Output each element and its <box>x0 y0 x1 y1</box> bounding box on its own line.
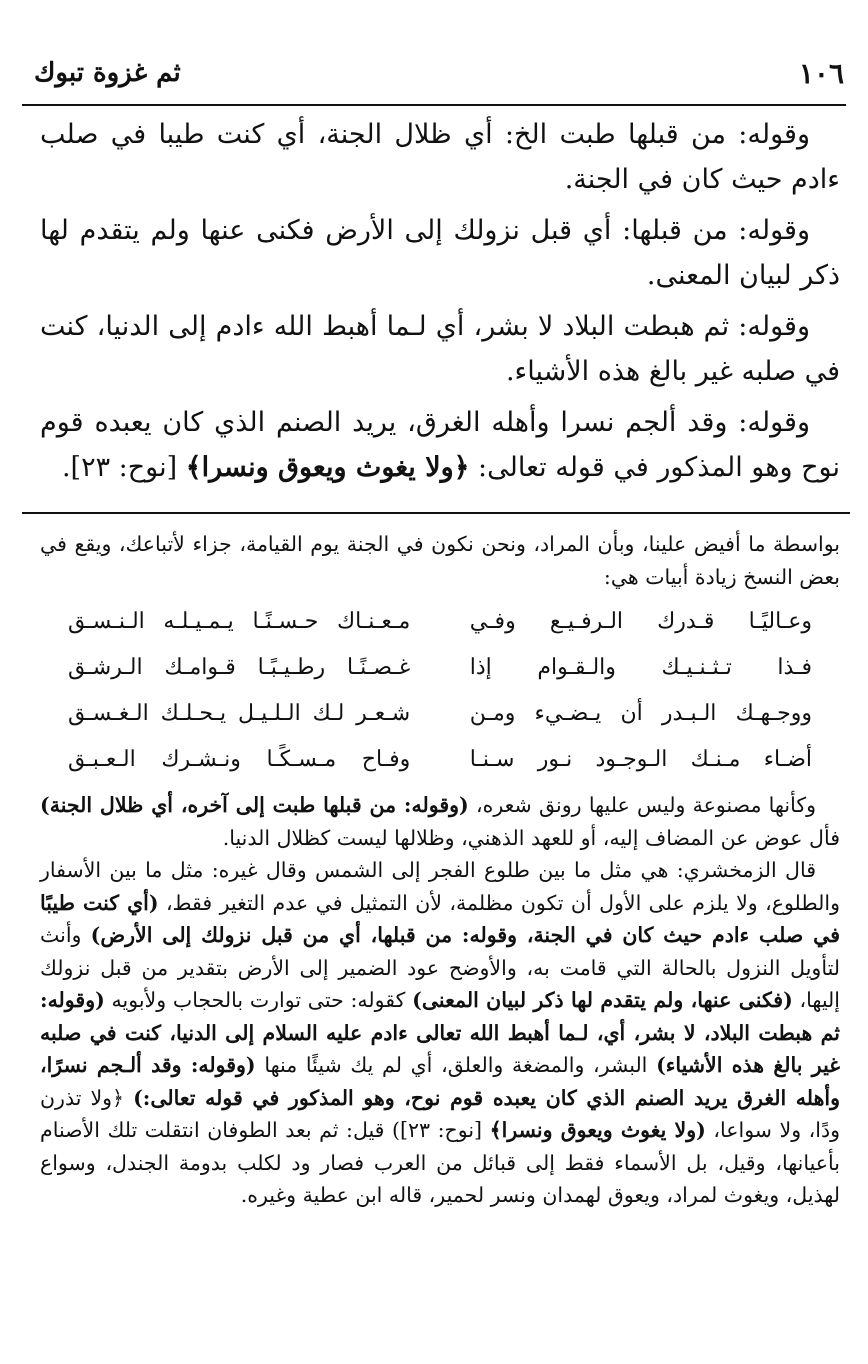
commentary-text: قال الزمخشري: هي مثل ما بين طلوع الفجر إلى الشمس وقال غيره: مثل ما بين الأسفار والطلوع، ولا يلزم على الأول أن تكون مظلمة، لأن التمثيل في عدم التغير فقط، <box>40 858 840 915</box>
commentary-quote: (فكنى عنها، ولم يتقدم لها ذكر لبيان المعنى) <box>412 988 793 1012</box>
poem-hemistich-right: ووجـهـك الـبـدر أن يـضـيء ومـن <box>469 700 812 726</box>
commentary-quote: (وقوله: وقد ألـجم نسرًا، وأهله الغرق يريد الصنم الذي كان يعبده قوم نوح، وهو المذكور في قوله تعالى:) <box>40 1053 840 1110</box>
commentary-reference: [نوح: ٢٣] <box>400 1118 490 1142</box>
commentary-text: ﴿ولا تذرن ودًا، ولا سواعا، <box>40 1085 841 1142</box>
poem-hemistich-left: مـعـنـاك حـسـنًـا يـمـيـلـه الـنـسـق <box>68 608 411 634</box>
poem <box>68 599 812 783</box>
poem-line <box>68 691 812 737</box>
main-paragraph-3 <box>40 304 840 394</box>
poem-line <box>68 737 812 783</box>
poem-hemistich-right: أضـاء مـنـك الـوجـود نـور سـنـا <box>469 746 812 772</box>
main-paragraph-1 <box>40 112 840 202</box>
poem-hemistich-right: وعـاليًـا قـدرك الـرفـيـع وفـي <box>469 608 812 634</box>
commentary-intro: بواسطة ما أفيض علينا، وبأن المراد، ونحن نكون في الجنة يوم القيامة، جزاء لأتباعك، ويقع في بعض النسخ زيادة أبيات هي: <box>40 532 840 589</box>
page-number: ١٠٦ <box>798 56 844 90</box>
header-rule <box>22 104 846 106</box>
quran-reference: [نوح: ٢٣]. <box>61 452 186 483</box>
commentary-text: وأنث لتأويل النزول بالحالة التي قامت به، والأوضح عود الضمير إلى الأرض بتقدير من قبل نزولك إليها، <box>40 923 840 1012</box>
commentary-text: فأل عوض عن المضاف إليه، أو للعهد الذهني، وظلالها ليست كظلال الدنيا. <box>222 825 840 850</box>
poem-line <box>68 599 812 645</box>
commentary-quote: (ولا يغوث ويعوق ونسرا﴾ <box>489 1118 706 1142</box>
main-paragraph-4 <box>40 400 840 490</box>
commentary-paragraph-3 <box>40 854 840 1212</box>
running-title: ثم غزوة تبوك <box>34 58 181 88</box>
main-paragraph-1-text: وقوله: من قبلها طبت الخ: أي ظلال الجنة، أي كنت طيبا في صلب ءادم حيث كان في الجنة. <box>40 119 840 195</box>
commentary-text: ) قيل: ثم بعد الطوفان انتقلت تلك الأصنام بأعيانها، وقيل، بل الأسماء فقط إلى قبائل من العرب فصار ود لكلب بدومة الجندل، وسواع لهذيل، ويغوث لمراد، ويعوق لهمدان ونسر لحمير، قاله ابن عطية وغيره. <box>40 1118 840 1207</box>
commentary <box>40 528 840 1212</box>
poem-hemistich-left: غـصـنًـا رطـيـبًـا قـوامـك الـرشـق <box>68 654 411 680</box>
poem-hemistich-left: شـعـر لـك الـلـيـل يـحـلـك الـغـسـق <box>68 700 411 726</box>
commentary-text: كقوله: حتى توارت بالحجاب ولأبويه <box>104 988 413 1012</box>
page-header <box>34 52 844 94</box>
poem-hemistich-left: وفـاح مـسـكًـا ونـشـرك الـعـبـق <box>68 746 411 772</box>
poem-hemistich-right: فـذا تـثـنـيـك والـقـوام إذا <box>469 654 812 680</box>
footnote-rule <box>22 512 850 514</box>
commentary-text: البشر، والمضغة والعلق، أي لم يك شيئًا منها <box>255 1053 657 1077</box>
commentary-text: وكأنها مصنوعة وليس عليها رونق شعره، <box>468 793 816 817</box>
main-paragraph-3-text: وقوله: ثم هبطت البلاد لا بشر، أي لـما أهبط الله ءادم إلى الدنيا، كنت في صلبه غير بالغ هذه الأشياء. <box>40 311 840 387</box>
main-paragraph-4-text: وقوله: وقد ألجم نسرا وأهله الغرق، يريد الصنم الذي كان يعبده قوم نوح وهو المذكور في قوله تعالى: <box>40 407 840 483</box>
main-text <box>40 112 840 496</box>
commentary-quote: (أي كنت طيبًا في صلب ءادم حيث كان في الجنة، وقوله: من قبلها، أي من قبل نزولك إلى الأرض) <box>40 890 840 947</box>
commentary-quote: (وقوله: ثم هبطت البلاد، لا بشر، أي، لـما أهبط الله تعالى ءادم عليه السلام إلى الدنيا، كنت في صلبه غير بالغ هذه الأشياء) <box>40 988 840 1077</box>
main-paragraph-2-text: وقوله: من قبلها: أي قبل نزولك إلى الأرض فكنى عنها ولم يتقدم لها ذكر لبيان المعنى. <box>40 215 840 291</box>
main-paragraph-2 <box>40 208 840 298</box>
commentary-paragraph-2 <box>40 789 840 854</box>
quran-quote: ﴿ولا يغوث ويعوق ونسرا﴾ <box>185 452 470 483</box>
commentary-quote: (وقوله: من قبلها طبت إلى آخره، أي ظلال الجنة) <box>40 793 469 817</box>
poem-line <box>68 645 812 691</box>
